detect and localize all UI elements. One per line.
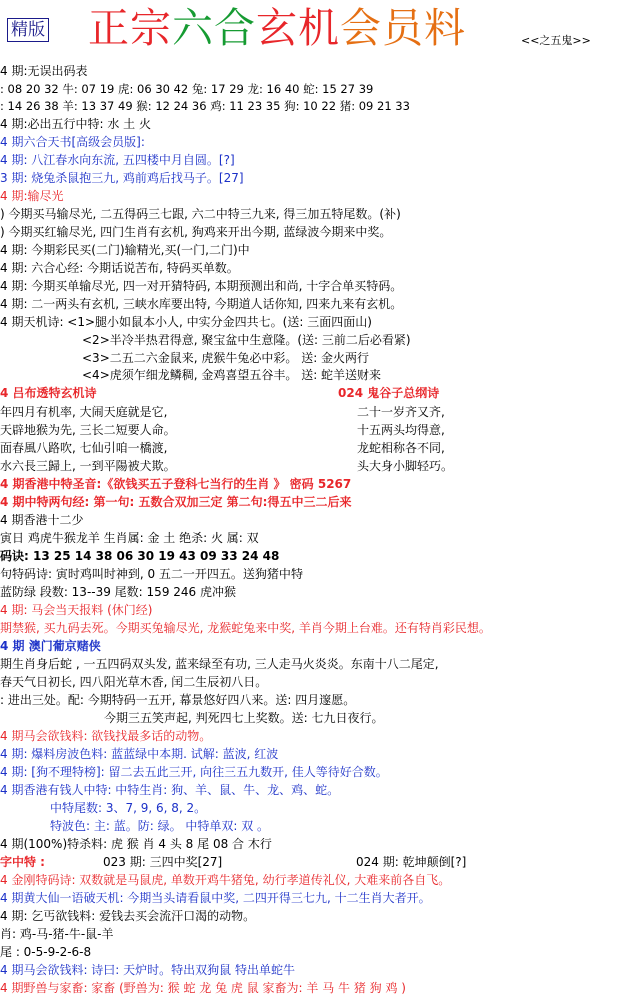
line-sentence-poem: 句特码诗: 寅时鸡叫时神到, 0 五二一开四五。送狗猪中特 xyxy=(0,567,303,581)
line-tianshu-1: 4 期: 八江春水向东流, 五四楼中月自圆。[?] xyxy=(0,153,235,167)
line-tianji-1: 4 期天机诗: <1>腿小如鼠本小人, 中实分金四共七。(送: 三面四面山) xyxy=(0,315,372,329)
line-tianji-3: <3>二五二六金鼠来, 虎猴牛兔必中彩。 送: 金火两行 xyxy=(82,351,370,365)
line-beast-livestock: 4 期野兽与家畜: 家畜 (野兽为: 猴 蛇 龙 兔 虎 鼠 家畜为: 羊 马 牛 猪 狗 鸡 ) xyxy=(0,981,406,995)
title-part-1: 正宗 xyxy=(88,4,172,52)
line-tail-numbers: 中特尾数: 3、7, 9, 6, 8, 2。 xyxy=(50,801,207,815)
guiguzi-poem-line-1: 二十一岁齐又齐, xyxy=(357,405,445,419)
guiguzi-poem-line-4: 头大身小脚轻巧。 xyxy=(357,459,454,473)
line-lose-2: ) 今期买红输尽光, 四门生肖有玄机, 狗鸡来开出今期, 蓝绿波今期来中奖。 xyxy=(0,225,392,239)
line-two-heads: 4 期: 二一两头有玄机, 三峡水库要出特, 今期道人话你知, 四来九来有玄机。 xyxy=(0,297,403,311)
line-dog-list: 4 期: [狗不理特榜]: 留二去五此三开, 向往三五九数开, 佳人等待好合数。 xyxy=(0,765,388,779)
edition-badge: 精版 xyxy=(7,18,49,42)
line-gambler-1: 期生肖身后蛇 , 一五四码双头发, 蓝来绿至有功, 三人走马火炎炎。东南十八二尾定, xyxy=(0,657,439,671)
line-gambler-4: 今期三五笑声起, 判死四七上奖数。送: 七九日夜行。 xyxy=(104,711,384,725)
guiguzi-poem-line-2: 十五两头均得意, xyxy=(357,423,445,437)
line-tianshu-2: 3 期: 烧兔杀鼠抱三九, 鸡前鸡后找马子。[27] xyxy=(0,171,244,185)
line-period-023: 023 期: 三四中奖[27] xyxy=(103,855,223,869)
lubu-poem-line-4: 水六長三歸上, 一到平陽被犬欺。 xyxy=(0,459,176,473)
line-chart-title: 4 期:无误出码表 xyxy=(0,64,88,78)
line-hk-holy-voice: 4 期香港中特圣音:《欲钱买五子登科七当行的生肖 》 密码 5267 xyxy=(0,477,352,491)
page-title xyxy=(88,2,466,54)
lubu-poem-line-2: 天辟地猴为先, 三长二短要人命。 xyxy=(0,423,176,437)
line-vajra-poem: 4 金刚特码诗: 双数就是马鼠虎, 单数开鸡牛猪兔, 幼行孝道传礼仪, 大难来前各自飞。 xyxy=(0,873,451,887)
line-tianshu-title: 4 期六合天书[高级会员版]: xyxy=(0,135,145,149)
line-lose-title: 4 期:输尽光 xyxy=(0,189,64,203)
lubu-poem-line-1: 年四月有机率, 大闹天庭就是它, xyxy=(0,405,168,419)
line-two-sentences: 4 期中特两句经: 第一句: 五数合双加三定 第二句:得五中三二后来 xyxy=(0,495,352,509)
line-five-elements: 4 期:必出五行中特: 水 土 火 xyxy=(0,117,151,131)
line-rich-man: 4 期香港有钱人中特: 中特生肖: 狗、羊、鼠、牛、龙、鸡、蛇。 xyxy=(0,783,340,797)
line-lose-1: ) 今期买马输尽光, 二五得码三七跟, 六二中特三九来, 得三加五特尾数。(补) xyxy=(0,207,401,221)
line-wave-special: 特波色: 主: 蓝。防: 绿。 中特单双: 双 。 xyxy=(50,819,270,833)
line-period-024: 024 期: 乾坤颠倒[?] xyxy=(356,855,467,869)
line-odd-lose: 4 期: 今期买单输尽光, 四一对开猜特码, 本期预测出和尚, 十字合单买特码。 xyxy=(0,279,403,293)
line-word-special: 字中特 : xyxy=(0,855,45,869)
line-kill-material: 4 期(100%)特杀料: 虎 猴 肖 4 头 8 尾 08 合 木行 xyxy=(0,837,272,851)
guiguzi-poem-line-3: 龙蛇相称各不同, xyxy=(357,441,445,455)
line-beggar: 4 期: 乞丐欲钱料: 爱钱去买会流汗口渴的动物。 xyxy=(0,909,256,923)
line-gambler-2: 春天气日初长, 四八阳光草木香, 闰二生辰初八日。 xyxy=(0,675,268,689)
line-macau-gambler: 4 期 澳门葡京赌侠 xyxy=(0,639,101,653)
title-part-2: 六合 xyxy=(172,4,256,52)
line-tianji-2: <2>半冷半热君得意, 聚宝盆中生意隆。(送: 三前二后必看紧) xyxy=(82,333,411,347)
line-lose-3: 4 期: 今期彩民买(二门)输精光,买(一门,二门)中 xyxy=(0,243,250,257)
line-hk-twelve: 4 期香港十二少 xyxy=(0,513,84,527)
line-tianji-4: <4>虎须乍细龙鳞稠, 金鸡喜望五谷丰。 送: 蛇羊送财来 xyxy=(82,368,382,382)
line-code-row-2: : 14 26 38 羊: 13 37 49 猴: 12 24 36 鸡: 11 23 35 狗: 10 22 猪: 09 21 33 xyxy=(0,99,410,113)
line-heaven-furnace: 4 期马会欲钱料: 诗曰: 天炉时。特出双狗鼠 特出单蛇牛 xyxy=(0,963,295,977)
line-code-formula: 码诀: 13 25 14 38 06 30 19 43 09 33 24 48 xyxy=(0,549,280,563)
line-ban-monkey: 期禁猴, 买九码去死。今期买兔输尽光, 龙猴蛇兔来中奖, 羊肖今期上台难。还有特肖彩民想。 xyxy=(0,621,491,635)
line-wong-tai-sin: 4 期黄大仙一语破天机: 今期当头请看鼠中奖, 二四开得三七九, 十二生肖大者开。 xyxy=(0,891,431,905)
line-macau-report: 4 期: 马会当天报料 (休门经) xyxy=(0,603,153,617)
line-code-row-1: : 08 20 32 牛: 07 19 虎: 06 30 42 兔: 17 29 龙: 16 40 蛇: 15 27 39 xyxy=(0,82,374,96)
header xyxy=(0,0,621,62)
line-heart-sutra: 4 期: 六合心经: 今期话说苦布, 特码买单数。 xyxy=(0,261,239,275)
line-desire-money: 4 期马会欲钱料: 欲钱找最多话的动物。 xyxy=(0,729,212,743)
line-zodiac-attrs: 寅日 鸡虎牛猴龙羊 生肖属: 金 土 绝杀: 火 属: 双 xyxy=(0,531,259,545)
line-gambler-3: : 进出三处。配: 今期特码一五开, 幕景悠好四八来。送: 四月邃愿。 xyxy=(0,693,356,707)
subtitle: <<之五鬼>> xyxy=(521,34,591,47)
lubu-poem-line-3: 面春風八路吹, 七仙引咱一橋渡, xyxy=(0,441,168,455)
line-tail-sequence: 尾 : 0-5-9-2-6-8 xyxy=(0,945,92,959)
lubu-poem-title: 4 吕布透特玄机诗 xyxy=(0,386,97,400)
line-wave-color: 4 期: 爆料房波色料: 蓝蓝绿中本期. 试解: 蓝波, 红波 xyxy=(0,747,279,761)
title-part-3: 玄机 xyxy=(256,4,340,52)
guiguzi-poem-title: 024 鬼谷子总纲诗 xyxy=(338,386,440,400)
title-part-4: 会员料 xyxy=(340,4,466,52)
line-segments: 蓝防绿 段数: 13--39 尾数: 159 246 虎冲猴 xyxy=(0,585,236,599)
line-zodiac-sequence: 肖: 鸡-马-猪-牛-鼠-羊 xyxy=(0,927,114,941)
